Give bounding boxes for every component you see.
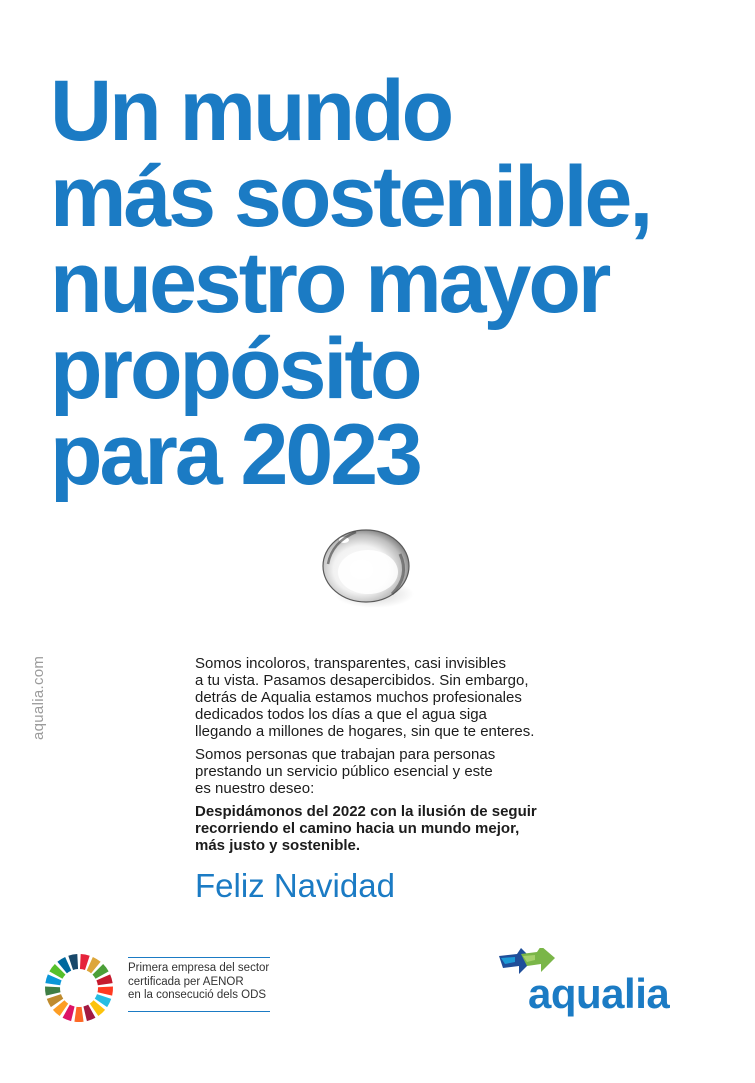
body-line: a tu vista. Pasamos desapercibidos. Sin embargo,	[195, 672, 529, 689]
body-line: prestando un servicio público esencial y este	[195, 763, 493, 780]
headline	[50, 63, 651, 503]
headline-line: propósito	[50, 321, 420, 417]
water-drop-image	[318, 524, 418, 610]
body-paragraph	[195, 655, 565, 740]
body-paragraph-bold	[195, 803, 565, 854]
sdg-wheel-icon	[44, 953, 114, 1023]
aqualia-logo-wordmark: aqualia	[528, 970, 670, 1017]
sdg-wheel-segment	[74, 1007, 83, 1022]
sdg-wheel-segment	[45, 987, 60, 996]
ods-divider	[128, 957, 270, 958]
headline-line: para 2023	[50, 407, 420, 503]
body-paragraph	[195, 746, 565, 797]
body-line: llegando a millones de hogares, sin que te enteres.	[195, 723, 535, 740]
ods-line: Primera empresa del sector	[128, 962, 270, 974]
ods-certification-text	[128, 962, 273, 1003]
ods-divider	[128, 1011, 270, 1012]
body-line: más justo y sostenible.	[195, 837, 361, 854]
body-line: recorriendo el camino hacia un mundo mejor,	[195, 820, 520, 837]
body-copy	[195, 655, 565, 860]
sdg-wheel-segment	[98, 987, 113, 996]
headline-line: Un mundo	[50, 63, 452, 159]
body-line: Somos incoloros, transparentes, casi invisibles	[195, 655, 506, 672]
body-line: Despidámonos del 2022 con la ilusión de seguir	[195, 803, 537, 820]
sdg-wheel-segments	[45, 954, 113, 1022]
ods-line: en la consecució dels ODS	[128, 989, 267, 1001]
body-line: es nuestro deseo:	[195, 780, 315, 797]
body-line: dedicados todos los días a que el agua siga	[195, 706, 487, 723]
body-line: detrás de Aqualia estamos muchos profesionales	[195, 689, 522, 706]
body-line: Somos personas que trabajan para personas	[195, 746, 496, 763]
ods-line: certificada per AENOR	[128, 975, 244, 988]
vertical-website-url: aqualia.com	[30, 655, 47, 740]
headline-line: nuestro mayor	[50, 235, 609, 331]
headline-line: más sostenible,	[50, 149, 651, 245]
greeting-text: Feliz Navidad	[195, 867, 395, 904]
